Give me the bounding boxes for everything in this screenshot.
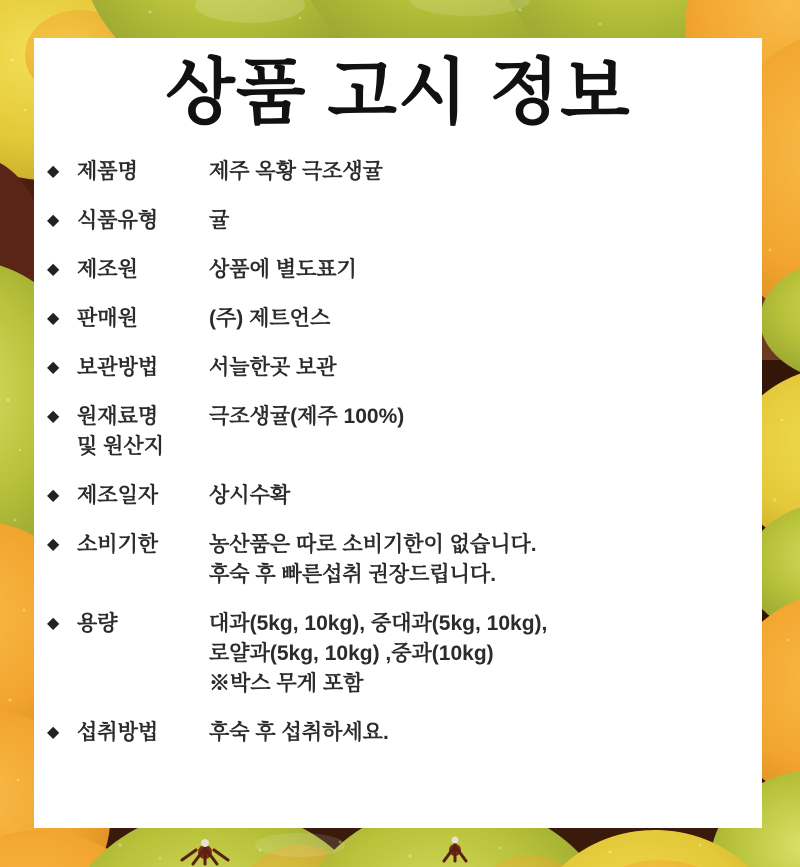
info-row bbox=[47, 206, 762, 236]
info-value bbox=[209, 255, 762, 285]
info-row bbox=[47, 157, 762, 187]
info-row bbox=[47, 353, 762, 383]
info-label bbox=[77, 530, 209, 560]
info-label-line: 및 원산지 bbox=[77, 434, 164, 458]
info-label-line: 제조일자 bbox=[77, 483, 159, 507]
info-label-line: 원재료명 bbox=[77, 404, 159, 428]
info-label bbox=[77, 353, 209, 383]
info-label-line: 식품유형 bbox=[77, 208, 159, 232]
info-label-line: 보관방법 bbox=[77, 355, 159, 379]
info-value-line: 제주 옥황 극조생귤 bbox=[209, 159, 383, 183]
info-value-line: 서늘한곳 보관 bbox=[209, 355, 337, 379]
info-row bbox=[47, 481, 762, 511]
diamond-bullet-icon: ◆ bbox=[47, 614, 60, 632]
info-label bbox=[77, 609, 209, 639]
info-row bbox=[47, 609, 762, 699]
info-label bbox=[77, 157, 209, 187]
info-row bbox=[47, 255, 762, 285]
diamond-bullet-icon: ◆ bbox=[47, 535, 60, 553]
info-value-line: 극조생귤(제주 100%) bbox=[209, 404, 405, 428]
diamond-bullet-icon: ◆ bbox=[47, 211, 60, 229]
info-value-line: 후숙 후 섭취하세요. bbox=[209, 720, 389, 744]
info-value bbox=[209, 304, 762, 334]
info-value bbox=[209, 206, 762, 236]
info-label-line: 용량 bbox=[77, 611, 118, 635]
info-rows bbox=[34, 157, 762, 748]
info-row bbox=[47, 530, 762, 590]
info-value bbox=[209, 609, 762, 699]
info-label bbox=[77, 402, 209, 462]
info-value-line: 대과(5kg, 10kg), 중대과(5kg, 10kg), bbox=[209, 611, 548, 635]
diamond-bullet-icon: ◆ bbox=[47, 407, 60, 425]
info-label-line: 제조원 bbox=[77, 257, 138, 281]
info-label-line: 판매원 bbox=[77, 306, 138, 330]
info-value-line: 귤 bbox=[209, 208, 230, 232]
info-label bbox=[77, 255, 209, 285]
info-value bbox=[209, 157, 762, 187]
info-value-line: (주) 제트언스 bbox=[209, 306, 331, 330]
page-title: 상품 고시 정보 bbox=[165, 53, 631, 133]
diamond-bullet-icon: ◆ bbox=[47, 358, 60, 376]
info-value-line: 로얄과(5kg, 10kg) ,중과(10kg) bbox=[209, 641, 494, 665]
info-label-line: 소비기한 bbox=[77, 532, 159, 556]
diamond-bullet-icon: ◆ bbox=[47, 309, 60, 327]
info-label bbox=[77, 206, 209, 236]
info-value-line: ※박스 무게 포함 bbox=[209, 671, 364, 695]
diamond-bullet-icon: ◆ bbox=[47, 723, 60, 741]
info-value bbox=[209, 402, 762, 432]
info-label bbox=[77, 718, 209, 748]
info-value bbox=[209, 718, 762, 748]
product-info-card bbox=[34, 38, 762, 828]
info-value bbox=[209, 353, 762, 383]
info-row bbox=[47, 402, 762, 462]
info-value-line: 농산품은 따로 소비기한이 없습니다. bbox=[209, 532, 537, 556]
info-label bbox=[77, 481, 209, 511]
info-value-line: 후숙 후 빠른섭취 권장드립니다. bbox=[209, 562, 497, 586]
info-label-line: 섭취방법 bbox=[77, 720, 159, 744]
diamond-bullet-icon: ◆ bbox=[47, 162, 60, 180]
info-value-line: 상품에 별도표기 bbox=[209, 257, 357, 281]
info-label bbox=[77, 304, 209, 334]
info-row bbox=[47, 304, 762, 334]
diamond-bullet-icon: ◆ bbox=[47, 486, 60, 504]
diamond-bullet-icon: ◆ bbox=[47, 260, 60, 278]
info-row bbox=[47, 718, 762, 748]
info-value bbox=[209, 530, 762, 590]
info-label-line: 제품명 bbox=[77, 159, 138, 183]
info-value-line: 상시수확 bbox=[209, 483, 291, 507]
info-value bbox=[209, 481, 762, 511]
